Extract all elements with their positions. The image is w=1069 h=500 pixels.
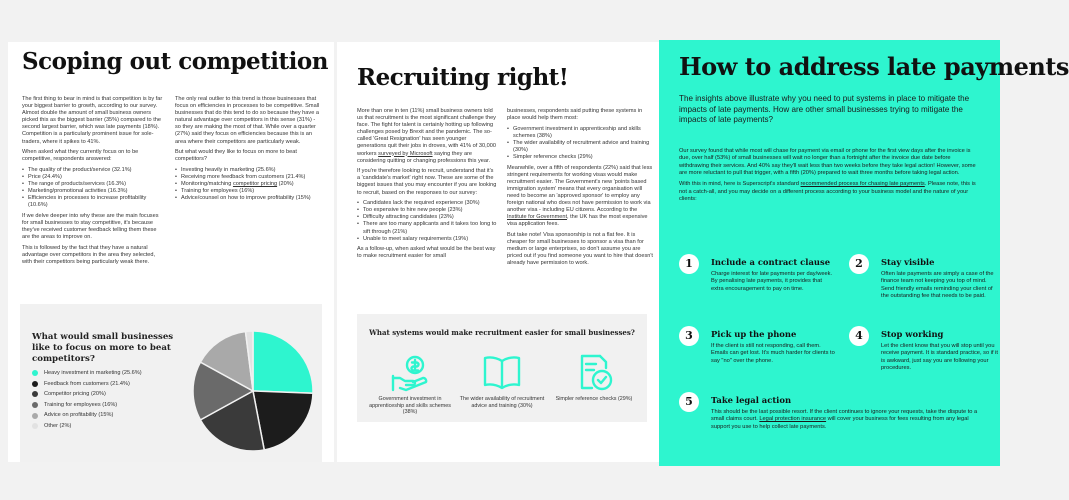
step-description: If the client is still not responding, call them. Emails can get lost. It's much harder for clients to say "no" over the phone.: [711, 343, 835, 364]
text-column-left: [22, 96, 166, 270]
legend-swatch: [32, 413, 38, 419]
competitor-pricing-link[interactable]: competitor pricing: [232, 181, 278, 188]
list-item: • Advice/counsel on how to improve profitability (15%): [175, 195, 322, 202]
paragraph: But what would they like to focus on more to beat competitors?: [175, 149, 297, 163]
legend-label: Competitor pricing (20%): [44, 391, 106, 398]
list-item: • Simpler reference checks (29%): [507, 154, 653, 161]
paragraph-text: More than one in ten (11%) small business owners told us that recruitment is the most significant challenge they face. The fight for talent is certainly hotting up following challenges posed by Brexit and the pandemic. The so-called 'Great Resignation' has seen younger generations quit their jobs in droves, with 41% of 30,000 workers: [357, 108, 496, 157]
info-item: [457, 352, 547, 409]
info-item-label: Government investment in apprenticeship and skills schemes (38%): [369, 396, 451, 416]
page-recruiting-right: [337, 42, 663, 462]
step-description: Charge interest for late payments per day/week. By penalising late payments, it provides that extra encouragement to pay on time.: [711, 271, 833, 292]
recruitment-systems-panel: [357, 314, 647, 422]
step-title: Include a contract clause: [711, 257, 831, 267]
paragraph: If we delve deeper into why these are the main focuses for small businesses to stay competitive, it's because they've received customer feedback telling them these are the areas to improve on.: [22, 212, 159, 241]
text-column-right: [507, 108, 653, 271]
institute-for-government-link[interactable]: Institute for Government: [507, 214, 568, 221]
list-item: • The range of products/services (16.3%): [22, 181, 166, 188]
list-item: • Price (24.4%): [22, 174, 166, 181]
step-number: 1: [679, 254, 699, 274]
paragraph: [679, 181, 979, 203]
page-scoping-competition: [8, 42, 334, 462]
list-item: • Receiving more feedback from customers (21.4%): [175, 174, 322, 181]
page-title: How to address late payments: [679, 52, 1069, 81]
money-hand-icon: [390, 352, 430, 392]
step-description: Let the client know that you will stop until you receive payment. It is standard practice, so if it is awkward, just say you are following your procedures.: [881, 343, 998, 372]
recommended-process-link[interactable]: recommended process for chasing late payments: [800, 181, 925, 188]
lead-paragraph: The insights above illustrate why you need to put systems in place to mitigate the impacts of late payments. How are other small businesses trying to mitigate the impacts of late payments?: [679, 94, 970, 124]
step-description: Often late payments are simply a case of the finance team not keeping you top of mind. Send friendly emails reminding your client of the outstanding fee that needs to be paid.: [881, 271, 994, 300]
microsoft-survey-link[interactable]: surveyed by Microsoft: [378, 150, 433, 157]
info-item-label: Simpler reference checks (29%): [555, 396, 633, 402]
bullet-list: [175, 167, 322, 202]
body-text: [679, 148, 979, 207]
legend-swatch: [32, 381, 38, 387]
list-item: • Efficiencies in processes to increase profitability (10.6%): [22, 195, 166, 209]
paragraph: But take note! Visa sponsorship is not a flat fee. It is cheaper for small businesses to sponsor a visa than for medium or large enterprises, so don't assume you are priced out if you find someone you want to hire that doesn't already have permission to work.: [507, 232, 653, 267]
step-number: 4: [849, 326, 869, 346]
list-item: • Too expensive to hire new people (23%): [357, 207, 497, 214]
step-number: 2: [849, 254, 869, 274]
chart-legend: [32, 368, 142, 432]
legend-swatch: [32, 391, 38, 397]
info-item: [549, 352, 639, 403]
legend-entry: [32, 421, 142, 432]
list-item: • Marketing/promotional activities (16.3%): [22, 188, 166, 195]
page-title: Recruiting right!: [357, 64, 569, 91]
list-item-text: (20%): [277, 181, 294, 188]
list-item: • Training for employees (16%): [175, 188, 322, 195]
legend-swatch: [32, 370, 38, 376]
page-title: Scoping out competition: [22, 48, 328, 75]
document-check-icon: [574, 352, 614, 392]
legend-label: Advice on profitability (15%): [44, 412, 114, 419]
legal-protection-insurance-link[interactable]: Legal protection insurance: [759, 416, 827, 423]
pie-chart-panel: [20, 304, 322, 462]
step-description-text: will cover your business for fees resulting from any legal support you use to help collect late payments.: [711, 416, 969, 430]
list-item-text: Monitoring/matching: [181, 181, 233, 188]
paragraph: businesses, respondents said putting these systems in place would help them most:: [507, 108, 643, 122]
paragraph-text: With this in mind, here is Superscript's standard: [679, 181, 801, 188]
paragraph: As a follow-up, when asked what would be the best way to make recruitment easier for small: [357, 246, 496, 260]
bullet-list: [22, 167, 166, 210]
legend-entry: [32, 410, 142, 421]
paragraph: If you're therefore looking to recruit, understand that it's a 'candidate's market' right now. These are some of the biggest issues that you may encounter if you are looking to recruit, based on the responses to our survey:: [357, 168, 497, 196]
text-column-right: [175, 96, 322, 206]
legend-entry: [32, 400, 142, 411]
pie-chart: [190, 328, 316, 454]
open-book-icon: [482, 352, 522, 392]
paragraph: [357, 108, 497, 165]
legend-swatch: [32, 402, 38, 408]
list-item: [175, 181, 322, 188]
list-item: • Candidates lack the required experience (30%): [357, 200, 497, 207]
list-item: • The wider availability of recruitment advice and training (30%): [507, 140, 653, 154]
legend-entry: [32, 389, 142, 400]
paragraph: The first thing to bear in mind is that competition is by far your biggest barrier to growth, according to our survey. Almost double the amount of small business owners picked this as the biggest barrier (35%) compared to the second largest barrier, which was late payments (18%). Competition is a particularly prominent issue for sole-traders, where it spikes to 41%.: [22, 96, 163, 145]
step-title: Pick up the phone: [711, 329, 797, 339]
legend-label: Other (2%): [44, 422, 72, 429]
page-late-payments: [659, 40, 1069, 466]
paragraph-text: . Please note, this is not a catch-all, and you may decide on a different process according to your business model and the nature of your clients:: [679, 181, 976, 202]
info-item-label: The wider availability of recruitment advice and training (30%): [459, 396, 545, 409]
list-item: • There are too many applicants and it takes too long to sift through (21%): [357, 221, 497, 235]
panel-title: What systems would make recruitment easier for small businesses?: [369, 328, 635, 337]
paragraph: [507, 165, 653, 229]
legend-entry: [32, 368, 142, 379]
bullet-list: [507, 126, 653, 161]
step-number: 3: [679, 326, 699, 346]
list-item: • Unable to meet salary requirements (19%): [357, 236, 497, 243]
info-item: [365, 352, 455, 416]
step-description: [711, 409, 979, 431]
legend-label: Feedback from customers (21.4%): [44, 380, 130, 387]
paragraph: This is followed by the fact that they have a natural advantage over competitors in the area they selected, with their competitors being particularly weak there.: [22, 244, 156, 265]
paragraph: Our survey found that while most will chase for payment via email or phone for the first view days after the invoice is due, over half (53%) of small businesses will wait no longer than a fortnight after the invoice due date before withdrawing their services. And 40% say they'll wait less than two weeks before they take legal action! However, some are more reluctant to pull that trigger, with a fifth (20%) prepared to wait three months before taking legal action.: [679, 148, 976, 177]
step-title: Take legal action: [711, 395, 792, 405]
step-title: Stop working: [881, 329, 944, 339]
bullet-list: [357, 200, 497, 243]
pie-slice: [253, 331, 313, 393]
step-description-text: This should be the last possible resort. If the client continues to ignore your requests, take the dispute to a small claims court.: [711, 409, 978, 423]
legend-label: Training for employees (16%): [44, 401, 118, 408]
chart-title: What would small businesses like to focus on more to beat competitors?: [32, 332, 174, 364]
legend-label: Heavy investment in marketing (25.6%): [44, 370, 142, 376]
step-number: 5: [679, 392, 699, 412]
paragraph-text: saying they are considering quitting or changing professions this year.: [357, 150, 491, 164]
legend-entry: [32, 379, 142, 390]
legend-swatch: [32, 423, 38, 429]
list-item: • Investing heavily in marketing (25.6%): [175, 167, 322, 174]
paragraph-text: , the UK has the most expensive visa application fees.: [507, 214, 648, 228]
list-item: • The quality of the product/service (32.1%): [22, 167, 166, 174]
list-item: • Difficulty attracting candidates (23%): [357, 214, 497, 221]
paragraph-text: Meanwhile, over a fifth of respondents (22%) said that less stringent requirements for working visas would make recruitment easier. The Government's new 'points based immigration system' means that every organisation will need to become an 'approved sponsor' to employ any foreign national who does not have permission to work via another visa - including EU citizens. According to the: [507, 164, 653, 214]
text-column-left: [357, 108, 497, 264]
list-item: • Government investment in apprenticeship and skills schemes (38%): [507, 126, 653, 140]
paragraph: When asked what they currently focus on to be competitive, respondents answered:: [22, 149, 139, 163]
step-title: Stay visible: [881, 257, 935, 267]
paragraph: The only real outlier to this trend is those businesses that focus on efficiencies in processes to be competitive. Small businesses that do this tend to do so because they have a natural advantage over competitors in this sense (31%) - so they are making the most of that. While over a quarter (27%) said they focus on efficiencies because this is an area where their competitors are particularly weak.: [175, 96, 320, 145]
